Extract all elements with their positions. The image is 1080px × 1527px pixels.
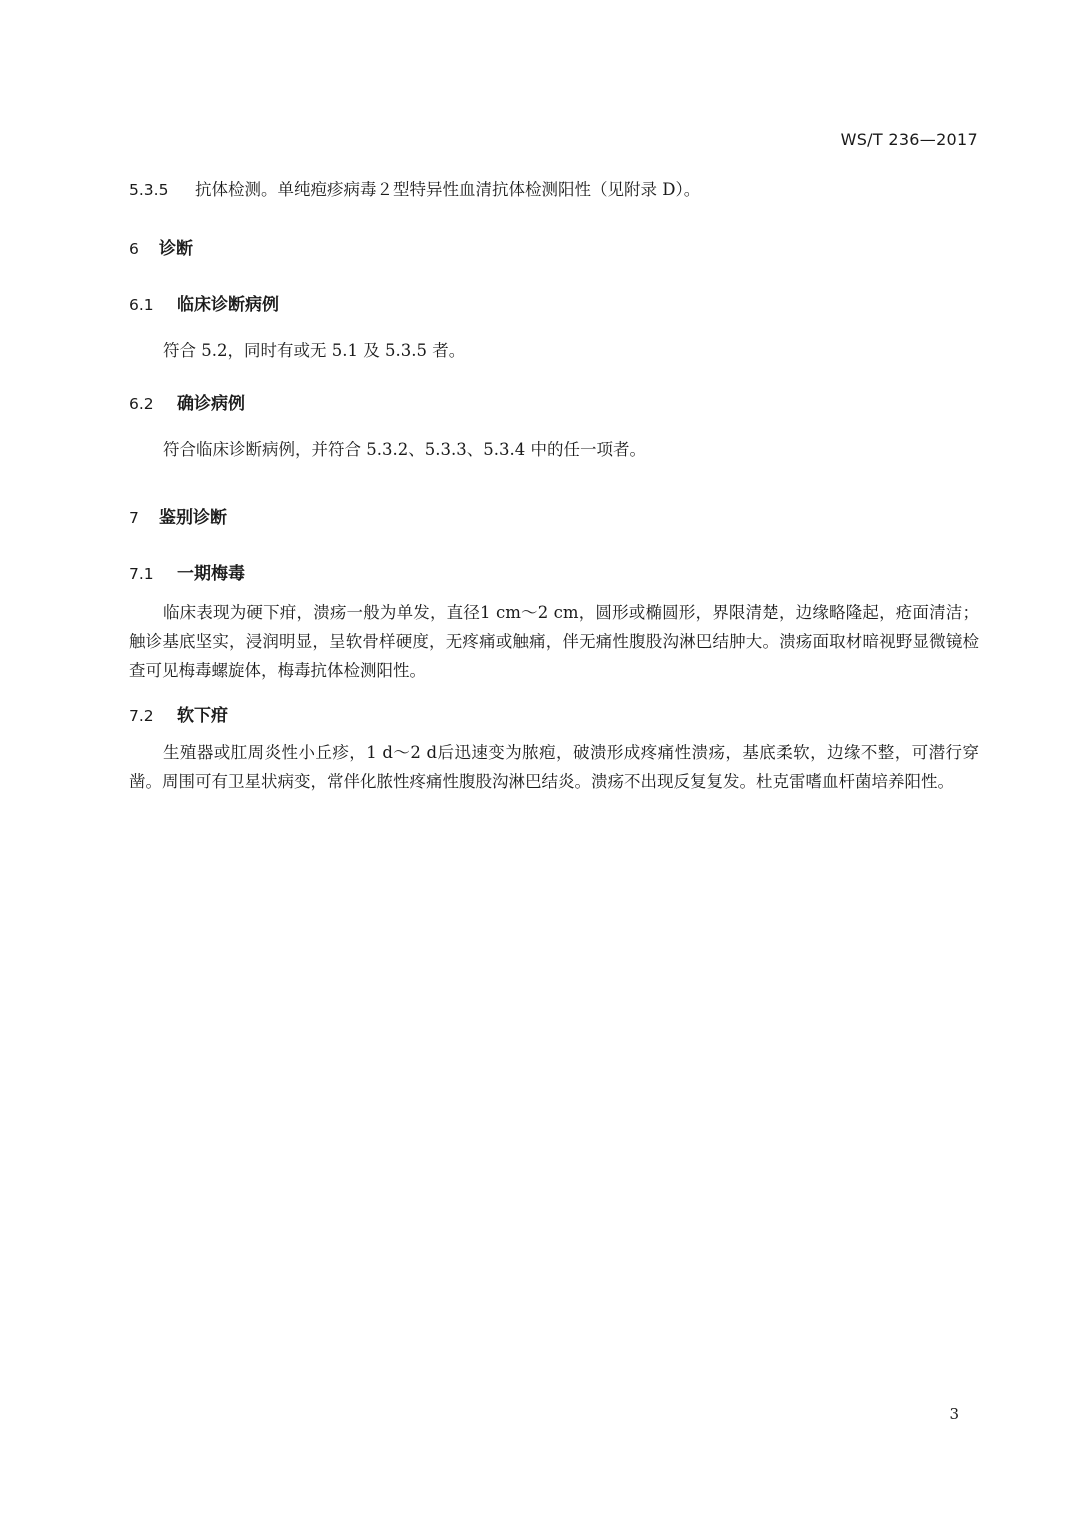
section-7-1-heading (129, 559, 979, 584)
section-number: 7.2 (129, 707, 154, 725)
section-number: 6.2 (129, 395, 154, 413)
section-title: 临床诊断病例 (177, 295, 279, 315)
section-6-2-heading (129, 389, 979, 414)
section-title: 软下疳 (177, 706, 228, 726)
chapter-6-heading (129, 234, 979, 259)
section-title: 一期梅毒 (177, 564, 245, 584)
section-7-2-body: 生殖器或肛周炎性小丘疹，1 d～2 d后迅速变为脓疱，破溃形成疼痛性溃疡，基底柔软，边缘不整，可潜行穿凿。周围可有卫星状病变，常伴化脓性疼痛性腹股沟淋巴结炎。溃疡不出现反复复发。杜克雷嗜血杆菌培养阳性。 (129, 743, 979, 791)
item-text: 抗体检测。单纯疱疹病毒２型特异性血清抗体检测阳性（见附录 D）。 (195, 180, 701, 199)
section-6-2-body: 符合临床诊断病例，并符合 5.3.2、5.3.3、5.3.4 中的任一项者。 (163, 440, 646, 459)
section-title: 确诊病例 (177, 394, 245, 414)
section-7-1-body: 临床表现为硬下疳，溃疡一般为单发，直径1 cm～2 cm，圆形或椭圆形，界限清楚，边缘略隆起，疮面清洁；触诊基底坚实，浸润明显，呈软骨样硬度，无疼痛或触痛，伴无痛性腹股沟淋巴结肿大。溃疡面取材暗视野显微镜检查可见梅毒螺旋体，梅毒抗体检测阳性。 (129, 603, 979, 680)
section-7-2-heading (129, 701, 979, 726)
page-number: 3 (949, 1405, 959, 1423)
item-5-3-5 (129, 176, 979, 200)
section-number: 6.1 (129, 296, 154, 314)
chapter-number: 6 (129, 240, 139, 258)
chapter-title: 诊断 (159, 239, 193, 259)
item-number: 5.3.5 (129, 181, 169, 199)
section-6-1-heading (129, 290, 979, 315)
chapter-number: 7 (129, 509, 139, 527)
chapter-title: 鉴别诊断 (159, 508, 227, 528)
section-number: 7.1 (129, 565, 154, 583)
chapter-7-heading (129, 503, 979, 528)
doc-code-header: WS/T 236—2017 (840, 130, 978, 149)
section-6-1-body: 符合 5.2，同时有或无 5.1 及 5.3.5 者。 (163, 341, 466, 360)
